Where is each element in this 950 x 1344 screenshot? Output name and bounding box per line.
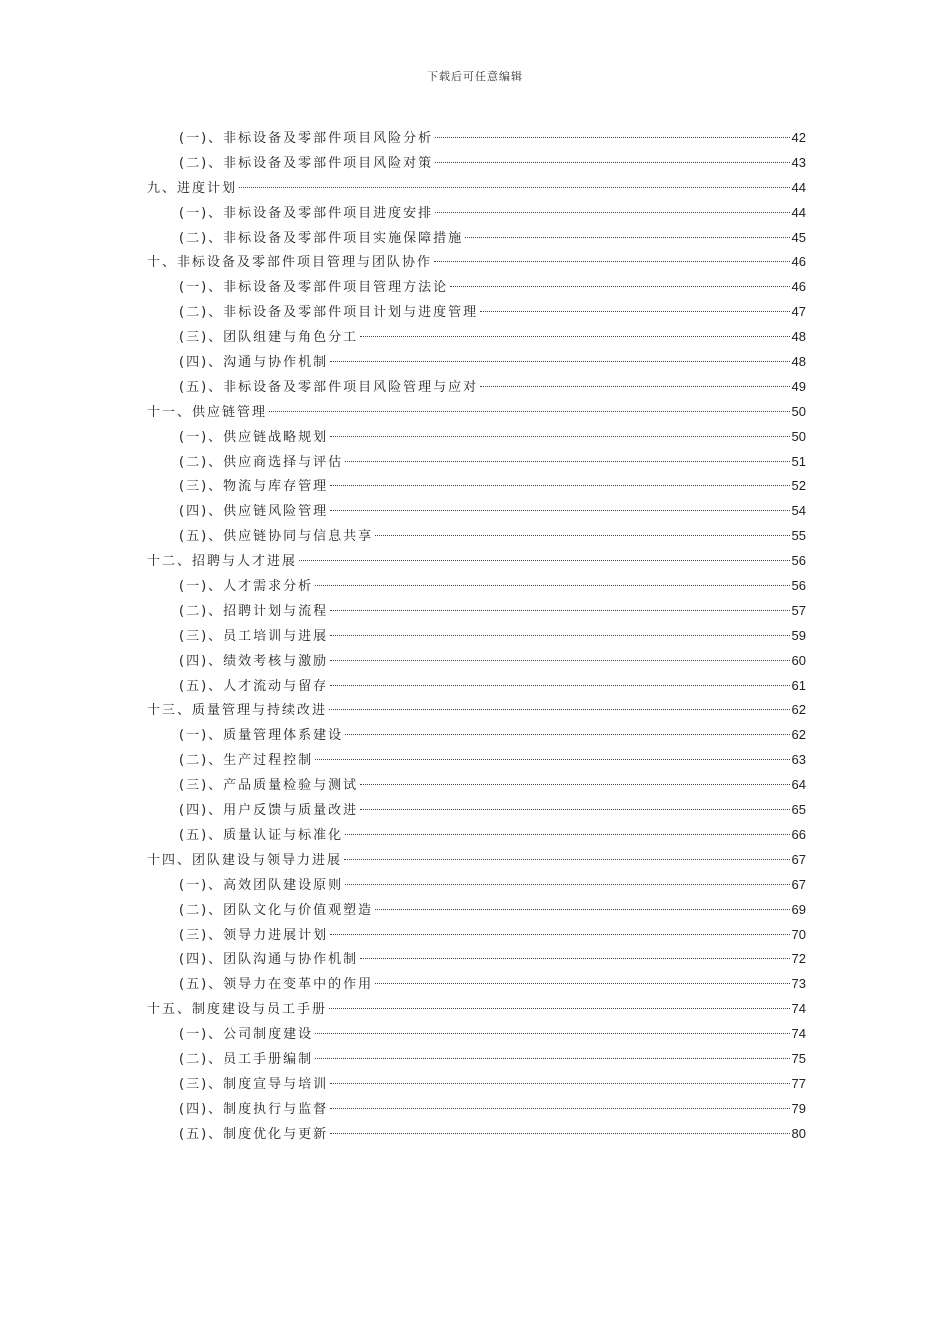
toc-dot-leader <box>480 386 789 387</box>
toc-page-number: 61 <box>791 677 806 693</box>
toc-section-entry[interactable] <box>147 499 806 524</box>
toc-dot-leader <box>360 809 789 810</box>
toc-entry-title: (二)、非标设备及零部件项目计划与进度管理 <box>179 305 479 321</box>
toc-dot-leader <box>345 834 789 835</box>
toc-page-number: 45 <box>791 229 806 245</box>
toc-chapter-entry[interactable] <box>147 400 806 425</box>
toc-page-number: 77 <box>791 1075 806 1091</box>
toc-dot-leader <box>375 535 789 536</box>
toc-entry-title: (二)、供应商选择与评估 <box>179 454 344 470</box>
toc-chapter-entry[interactable] <box>147 549 806 574</box>
toc-section-entry[interactable] <box>147 873 806 898</box>
toc-section-entry[interactable] <box>147 798 806 823</box>
toc-section-entry[interactable] <box>147 674 806 699</box>
toc-page-number: 54 <box>791 503 806 519</box>
toc-dot-leader <box>435 137 789 138</box>
toc-entry-title: (一)、高效团队建设原则 <box>179 877 344 893</box>
toc-dot-leader <box>435 212 789 213</box>
toc-page-number: 62 <box>791 727 806 743</box>
toc-dot-leader <box>465 237 789 238</box>
toc-dot-leader <box>330 1083 789 1084</box>
toc-chapter-entry[interactable] <box>147 250 806 275</box>
toc-dot-leader <box>330 436 789 437</box>
toc-entry-title: (三)、员工培训与进展 <box>179 628 329 644</box>
toc-entry-title: 十一、供应链管理 <box>147 404 268 420</box>
toc-dot-leader <box>315 1058 789 1059</box>
toc-entry-title: (三)、产品质量检验与测试 <box>179 778 359 794</box>
toc-page-number: 62 <box>791 702 806 718</box>
toc-dot-leader <box>330 1133 789 1134</box>
toc-entry-title: (三)、领导力进展计划 <box>179 927 329 943</box>
toc-page-number: 73 <box>791 976 806 992</box>
toc-entry-title: (二)、招聘计划与流程 <box>179 603 329 619</box>
toc-chapter-entry[interactable] <box>147 176 806 201</box>
toc-entry-title: (一)、人才需求分析 <box>179 579 314 595</box>
toc-dot-leader <box>330 934 789 935</box>
toc-chapter-entry[interactable] <box>147 997 806 1022</box>
toc-page-number: 56 <box>791 553 806 569</box>
toc-entry-title: 十二、招聘与人才进展 <box>147 554 298 570</box>
toc-entry-title: (五)、制度优化与更新 <box>179 1126 329 1142</box>
toc-section-entry[interactable] <box>147 972 806 997</box>
toc-section-entry[interactable] <box>147 923 806 948</box>
toc-dot-leader <box>330 660 789 661</box>
toc-entry-title: (五)、领导力在变革中的作用 <box>179 977 374 993</box>
toc-page-number: 57 <box>791 602 806 618</box>
toc-entry-title: (二)、非标设备及零部件项目风险对策 <box>179 155 434 171</box>
toc-page-number: 56 <box>791 578 806 594</box>
toc-dot-leader <box>315 585 789 586</box>
toc-section-entry[interactable] <box>147 1097 806 1122</box>
toc-chapter-entry[interactable] <box>147 698 806 723</box>
toc-entry-title: (一)、公司制度建设 <box>179 1027 314 1043</box>
toc-dot-leader <box>345 884 789 885</box>
toc-entry-title: (五)、人才流动与留存 <box>179 678 329 694</box>
toc-entry-title: (二)、团队文化与价值观塑造 <box>179 902 374 918</box>
toc-entry-title: (五)、质量认证与标准化 <box>179 827 344 843</box>
toc-entry-title: (一)、非标设备及零部件项目进度安排 <box>179 205 434 221</box>
toc-page-number: 70 <box>791 926 806 942</box>
toc-entry-title: 十四、团队建设与领导力进展 <box>147 852 343 868</box>
toc-dot-leader <box>345 461 789 462</box>
toc-section-entry[interactable] <box>147 574 806 599</box>
toc-dot-leader <box>330 685 789 686</box>
toc-section-entry[interactable] <box>147 823 806 848</box>
toc-dot-leader <box>330 510 789 511</box>
toc-section-entry[interactable] <box>147 450 806 475</box>
toc-dot-leader <box>375 909 789 910</box>
toc-page-number: 67 <box>791 851 806 867</box>
toc-section-entry[interactable] <box>147 350 806 375</box>
toc-section-entry[interactable] <box>147 425 806 450</box>
toc-page-number: 72 <box>791 951 806 967</box>
toc-section-entry[interactable] <box>147 300 806 325</box>
toc-entry-title: (四)、用户反馈与质量改进 <box>179 803 359 819</box>
toc-entry-title: 十五、制度建设与员工手册 <box>147 1002 328 1018</box>
toc-entry-title: (二)、员工手册编制 <box>179 1051 314 1067</box>
toc-section-entry[interactable] <box>147 1047 806 1072</box>
toc-section-entry[interactable] <box>147 898 806 923</box>
toc-page-number: 46 <box>791 254 806 270</box>
toc-page-number: 55 <box>791 528 806 544</box>
toc-page-number: 79 <box>791 1100 806 1116</box>
toc-entry-title: (五)、非标设备及零部件项目风险管理与应对 <box>179 379 479 395</box>
toc-page-number: 66 <box>791 826 806 842</box>
toc-dot-leader <box>330 610 789 611</box>
toc-page-number: 43 <box>791 154 806 170</box>
toc-entry-title: (五)、供应链协同与信息共享 <box>179 529 374 545</box>
toc-page-number: 44 <box>791 204 806 220</box>
toc-section-entry[interactable] <box>147 524 806 549</box>
toc-dot-leader <box>239 187 790 188</box>
toc-entry-title: 十三、质量管理与持续改进 <box>147 703 328 719</box>
toc-entry-title: (一)、供应链战略规划 <box>179 429 329 445</box>
toc-entry-title: (三)、制度宣导与培训 <box>179 1076 329 1092</box>
toc-page-number: 52 <box>791 478 806 494</box>
toc-section-entry[interactable] <box>147 649 806 674</box>
toc-entry-title: (三)、团队组建与角色分工 <box>179 330 359 346</box>
toc-section-entry[interactable] <box>147 1072 806 1097</box>
table-of-contents <box>147 126 806 1147</box>
toc-dot-leader <box>480 311 789 312</box>
toc-page-number: 47 <box>791 304 806 320</box>
toc-entry-title: (四)、沟通与协作机制 <box>179 355 329 371</box>
toc-entry-title: (四)、供应链风险管理 <box>179 504 329 520</box>
toc-entry-title: (一)、非标设备及零部件项目管理方法论 <box>179 280 449 296</box>
toc-dot-leader <box>330 1108 789 1109</box>
toc-section-entry[interactable] <box>147 226 806 251</box>
toc-page-number: 51 <box>791 453 806 469</box>
toc-dot-leader <box>329 1008 790 1009</box>
toc-dot-leader <box>315 759 789 760</box>
toc-section-entry[interactable] <box>147 723 806 748</box>
toc-entry-title: 十、非标设备及零部件项目管理与团队协作 <box>147 255 433 271</box>
toc-dot-leader <box>434 261 790 262</box>
toc-section-entry[interactable] <box>147 773 806 798</box>
toc-dot-leader <box>375 983 789 984</box>
toc-page-number: 69 <box>791 901 806 917</box>
toc-section-entry[interactable] <box>147 599 806 624</box>
toc-page-number: 80 <box>791 1125 806 1141</box>
header-note: 下载后可任意编辑 <box>427 70 523 83</box>
toc-page-number: 50 <box>791 428 806 444</box>
toc-entry-title: (二)、生产过程控制 <box>179 753 314 769</box>
toc-page-number: 63 <box>791 752 806 768</box>
toc-entry-title: (四)、绩效考核与激励 <box>179 653 329 669</box>
toc-dot-leader <box>360 336 789 337</box>
toc-entry-title: (二)、非标设备及零部件项目实施保障措施 <box>179 230 464 246</box>
toc-section-entry[interactable] <box>147 126 806 151</box>
toc-dot-leader <box>435 162 789 163</box>
toc-dot-leader <box>299 560 790 561</box>
toc-page-number: 49 <box>791 378 806 394</box>
toc-page-number: 48 <box>791 354 806 370</box>
toc-page-number: 74 <box>791 1026 806 1042</box>
toc-dot-leader <box>360 958 789 959</box>
toc-dot-leader <box>330 485 789 486</box>
toc-entry-title: (四)、团队沟通与协作机制 <box>179 952 359 968</box>
toc-dot-leader <box>360 784 789 785</box>
toc-page-number: 48 <box>791 329 806 345</box>
toc-dot-leader <box>330 635 789 636</box>
toc-section-entry[interactable] <box>147 748 806 773</box>
toc-entry-title: 九、进度计划 <box>147 180 238 196</box>
toc-page-number: 42 <box>791 130 806 145</box>
toc-section-entry[interactable] <box>147 1122 806 1147</box>
toc-page-number: 44 <box>791 179 806 195</box>
toc-chapter-entry[interactable] <box>147 848 806 873</box>
toc-section-entry[interactable] <box>147 201 806 226</box>
toc-page-number: 67 <box>791 876 806 892</box>
toc-dot-leader <box>345 734 789 735</box>
toc-dot-leader <box>450 286 789 287</box>
toc-section-entry[interactable] <box>147 375 806 400</box>
toc-page-number: 64 <box>791 777 806 793</box>
toc-section-entry[interactable] <box>147 275 806 300</box>
toc-section-entry[interactable] <box>147 151 806 176</box>
toc-entry-title: (三)、物流与库存管理 <box>179 479 329 495</box>
toc-dot-leader <box>330 361 789 362</box>
toc-page-number: 60 <box>791 652 806 668</box>
toc-section-entry[interactable] <box>147 474 806 499</box>
toc-page-number: 59 <box>791 627 806 643</box>
toc-section-entry[interactable] <box>147 624 806 649</box>
toc-page-number: 65 <box>791 802 806 818</box>
toc-entry-title: (四)、制度执行与监督 <box>179 1101 329 1117</box>
toc-dot-leader <box>329 709 790 710</box>
toc-dot-leader <box>344 859 790 860</box>
toc-section-entry[interactable] <box>147 947 806 972</box>
toc-dot-leader <box>269 411 790 412</box>
toc-page-number: 46 <box>791 279 806 295</box>
toc-dot-leader <box>315 1033 789 1034</box>
toc-section-entry[interactable] <box>147 325 806 350</box>
toc-page-number: 75 <box>791 1050 806 1066</box>
toc-page-number: 74 <box>791 1001 806 1017</box>
toc-page-number: 50 <box>791 403 806 419</box>
toc-entry-title: (一)、非标设备及零部件项目风险分析 <box>179 131 434 146</box>
toc-entry-title: (一)、质量管理体系建设 <box>179 728 344 744</box>
toc-section-entry[interactable] <box>147 1022 806 1047</box>
